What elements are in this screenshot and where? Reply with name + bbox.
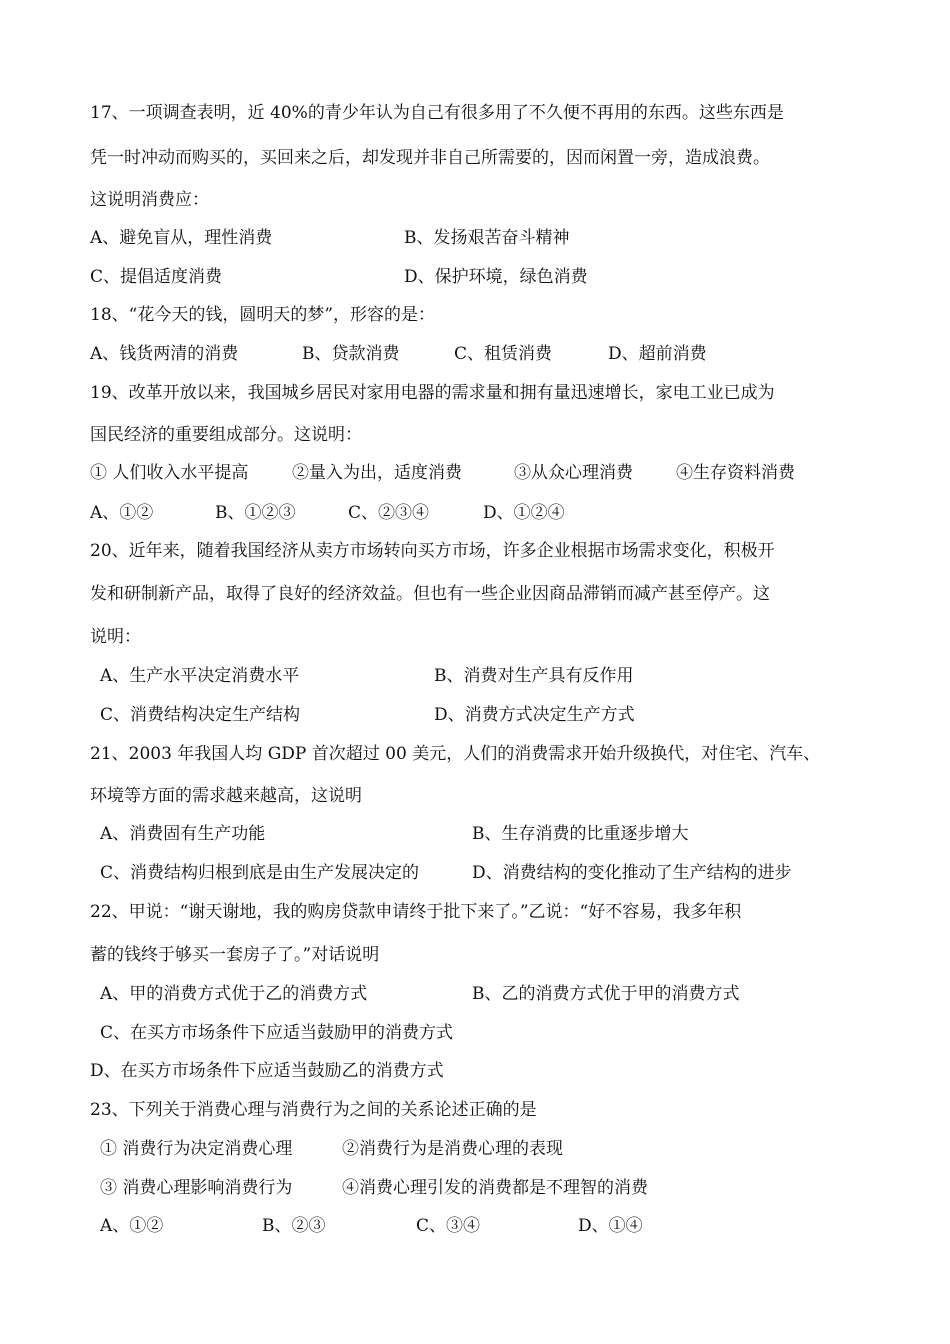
question-20-line-3: 说明：	[90, 627, 141, 647]
question-22-option-b: B、乙的消费方式优于甲的消费方式	[472, 984, 740, 1004]
question-18-option-c: C、租赁消费	[454, 344, 553, 364]
question-20-option-b: B、消费对生产具有反作用	[434, 666, 634, 686]
question-21-option-b: B、生存消费的比重逐步增大	[472, 824, 689, 844]
question-22-line-2: 蓄的钱终于够买一套房子了。”对话说明	[90, 945, 380, 965]
question-23-item-4: ④消费心理引发的消费都是不理智的消费	[342, 1178, 648, 1198]
question-19-item-4: ④生存资料消费	[676, 463, 795, 483]
question-20-option-a: A、生产水平决定消费水平	[100, 666, 300, 686]
question-23-item-1: ① 消费行为决定消费心理	[100, 1139, 293, 1159]
question-18-option-d: D、超前消费	[608, 344, 707, 364]
question-18-option-b: B、贷款消费	[302, 344, 400, 364]
question-23-item-2: ②消费行为是消费心理的表现	[342, 1139, 563, 1159]
question-19-option-b: B、①②③	[215, 503, 296, 523]
question-21-option-d: D、消费结构的变化推动了生产结构的进步	[472, 863, 792, 883]
question-19-line-1: 19、改革开放以来，我国城乡居民对家用电器的需求量和拥有量迅速增长，家电工业已成为	[90, 383, 775, 403]
question-20-line-2: 发和研制新产品，取得了良好的经济效益。但也有一些企业因商品滞销而减产甚至停产。这	[90, 584, 770, 604]
question-19-item-1: ① 人们收入水平提高	[90, 463, 249, 483]
question-21-line-2: 环境等方面的需求越来越高，这说明	[90, 786, 362, 806]
question-19-line-2: 国民经济的重要组成部分。这说明：	[90, 425, 362, 445]
question-23-option-b: B、②③	[262, 1216, 326, 1236]
question-23-option-c: C、③④	[416, 1216, 481, 1236]
question-17-option-d: D、保护环境，绿色消费	[404, 267, 588, 287]
question-22-line-1: 22、甲说：“谢天谢地，我的购房贷款申请终于批下来了。”乙说：“好不容易，我多年积	[90, 902, 742, 922]
question-23-option-d: D、①④	[578, 1216, 643, 1236]
question-23-option-a: A、①②	[100, 1216, 164, 1236]
question-17-line-1: 17、一项调查表明，近 40%的青少年认为自己有很多用了不久便不再用的东西。这些东西是	[90, 103, 784, 123]
question-18-line-1: 18、“花今天的钱，圆明天的梦”，形容的是：	[90, 305, 436, 325]
question-19-option-c: C、②③④	[348, 503, 430, 523]
question-18-option-a: A、钱货两清的消费	[90, 344, 239, 364]
question-20-line-1: 20、近年来，随着我国经济从卖方市场转向买方市场，许多企业根据市场需求变化，积极开	[90, 541, 775, 561]
question-21-line-1: 21、2003 年我国人均 GDP 首次超过 00 美元，人们的消费需求开始升级换代，对住宅、汽车、	[90, 744, 821, 764]
question-21-option-c: C、消费结构归根到底是由生产发展决定的	[100, 863, 420, 883]
question-22-option-d: D、在买方市场条件下应适当鼓励乙的消费方式	[90, 1061, 444, 1081]
question-17-line-3: 这说明消费应：	[90, 190, 209, 210]
question-17-line-2: 凭一时冲动而购买的，买回来之后，却发现并非自己所需要的，因而闲置一旁，造成浪费。	[90, 148, 770, 168]
question-23-line-1: 23、下列关于消费心理与消费行为之间的关系论述正确的是	[90, 1100, 537, 1120]
question-19-option-a: A、①②	[90, 503, 154, 523]
question-17-option-b: B、发扬艰苦奋斗精神	[404, 228, 570, 248]
question-19-option-d: D、①②④	[483, 503, 565, 523]
question-17-option-c: C、提倡适度消费	[90, 267, 223, 287]
question-22-option-a: A、甲的消费方式优于乙的消费方式	[100, 984, 368, 1004]
question-20-option-d: D、消费方式决定生产方式	[434, 705, 635, 725]
question-19-item-2: ②量入为出，适度消费	[292, 463, 462, 483]
question-21-option-a: A、消费固有生产功能	[100, 824, 266, 844]
question-17-option-a: A、避免盲从，理性消费	[90, 228, 273, 248]
question-22-option-c: C、在买方市场条件下应适当鼓励甲的消费方式	[100, 1023, 454, 1043]
question-20-option-c: C、消费结构决定生产结构	[100, 705, 301, 725]
question-23-item-3: ③ 消费心理影响消费行为	[100, 1178, 293, 1198]
question-19-item-3: ③从众心理消费	[514, 463, 633, 483]
